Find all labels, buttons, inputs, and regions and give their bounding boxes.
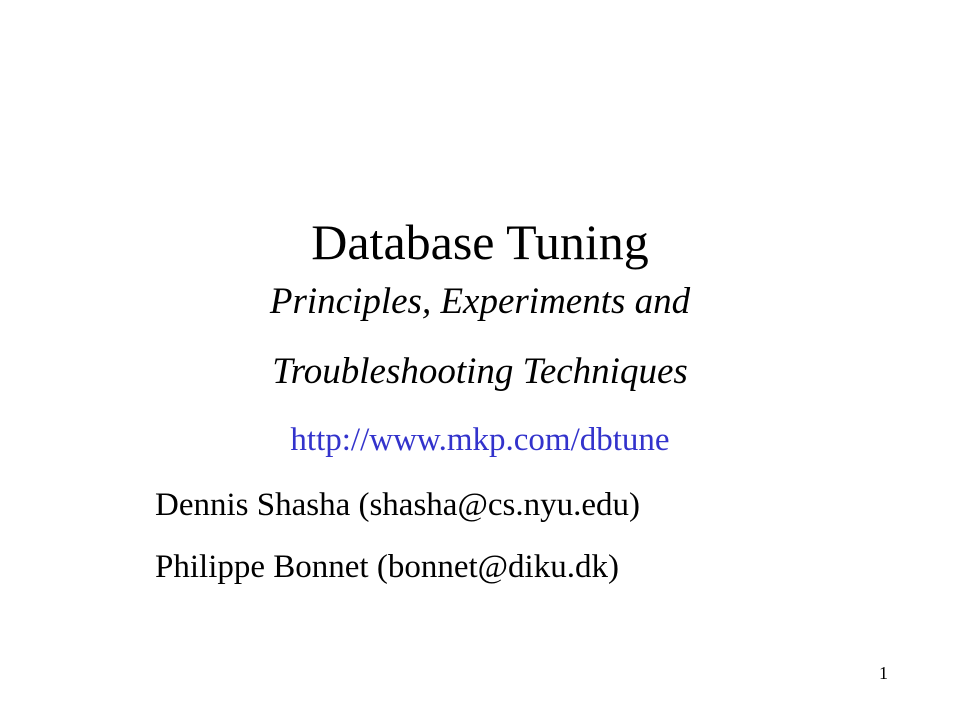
subtitle-line-2: Troubleshooting Techniques xyxy=(272,351,688,392)
author-philippe-bonnet: Philippe Bonnet (bonnet@diku.dk) xyxy=(155,549,619,585)
website-link[interactable]: http://www.mkp.com/dbtune xyxy=(290,422,670,458)
subtitle-line-1: Principles, Experiments and xyxy=(269,281,691,322)
page-number: 1 xyxy=(879,663,888,683)
author-dennis-shasha: Dennis Shasha (shasha@cs.nyu.edu) xyxy=(155,487,640,523)
slide-title: Database Tuning xyxy=(311,214,649,270)
